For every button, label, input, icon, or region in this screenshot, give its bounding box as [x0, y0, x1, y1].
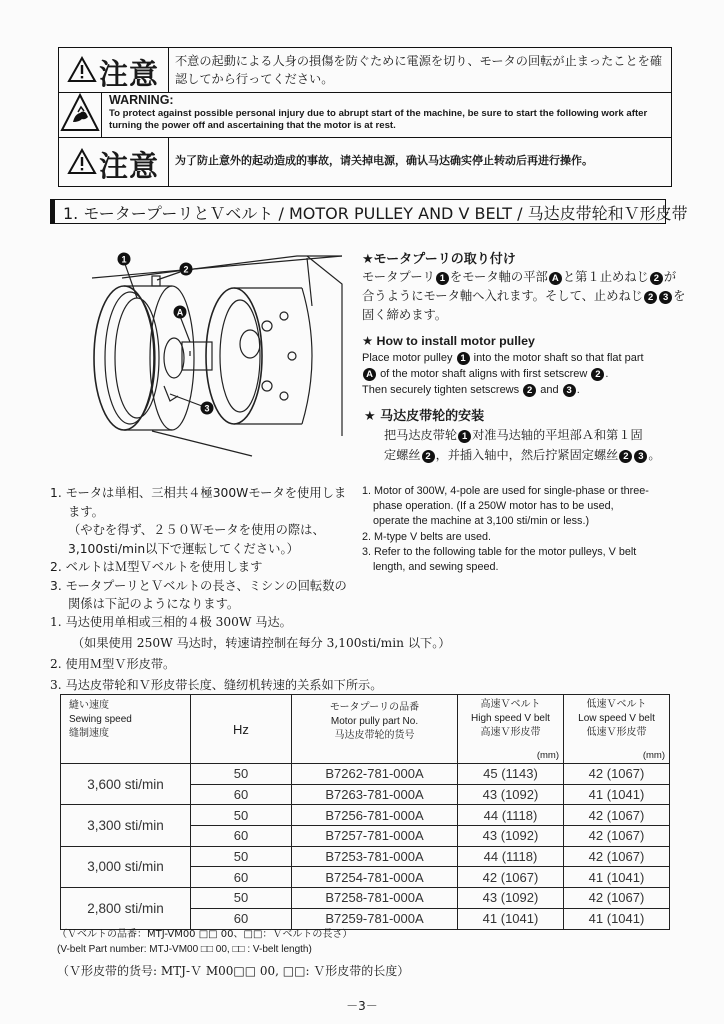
part-cell: B7257-781-000A: [292, 826, 458, 847]
hz-cell: 60: [191, 908, 292, 929]
warning-triangle-icon: [67, 148, 97, 175]
high-belt-cell: 43 (1092): [458, 826, 564, 847]
footnote-cn: （Ｖ形皮带的货号: MTJ-Ｖ M00□□ 00, □□: Ｖ形皮带的长度）: [57, 964, 410, 978]
low-belt-cell: 42 (1067): [564, 764, 670, 785]
install-heading-jp: ★モータプーリの取り付け: [362, 252, 516, 267]
table-header-row: [61, 695, 670, 764]
motor-pulley-diagram: [52, 246, 352, 461]
table-row: [61, 805, 670, 826]
caution-text-jp: 不意の起動による人身の損傷を防ぐために電源を切り、モータの回転が止まったことを確認してから行ってください。: [175, 54, 663, 86]
hand-hazard-icon: [59, 92, 101, 136]
low-belt-cell: 42 (1067): [564, 846, 670, 867]
header-low-speed-belt: 低速Ｖベルト Low speed V belt 低速Ｖ形皮带 (mm): [564, 695, 670, 764]
section-title: 1. モータープーリとＶベルト / MOTOR PULLEY AND V BELT / 马达皮带轮和Ｖ形皮带: [63, 204, 688, 223]
callout-1: 1: [121, 254, 127, 265]
caution-label-box-cn: [59, 137, 169, 186]
table-row: [61, 846, 670, 867]
high-belt-cell: 41 (1041): [458, 908, 564, 929]
page-number: －3－: [346, 999, 378, 1013]
caution-label-box: [59, 48, 169, 92]
unit-mm: (mm): [642, 750, 665, 761]
install-text-jp: モータプーリ 1 をモータ軸の平部 A と第１止めねじ 2 が 合うようにモータ軸へ入れます。そして、止めねじ 2 3 を 固く締めます。: [362, 270, 686, 322]
notes-jp: 1. モータは単相、三相共４極300Wモータを使用しま ます。 （やむを得ず、２５０Ｗモータを使用の際は、 3,100sti/min以下で運転してください。） 2. ベルトはＭ型Ｖベルトを使用します 3. モータプーリとＶベルトの長さ、ミシンの回転数の 関係は下記のようになります。: [50, 486, 347, 611]
warning-triangle-icon: [67, 56, 97, 83]
pulley-belt-table: [60, 694, 670, 930]
high-belt-cell: 44 (1118): [458, 805, 564, 826]
low-belt-cell: 41 (1041): [564, 867, 670, 888]
callout-3: 3: [204, 403, 210, 414]
part-cell: B7258-781-000A: [292, 888, 458, 909]
install-heading-en: ★ How to install motor pulley: [362, 334, 535, 348]
part-cell: B7254-781-000A: [292, 867, 458, 888]
low-belt-cell: 41 (1041): [564, 908, 670, 929]
low-belt-cell: 41 (1041): [564, 784, 670, 805]
header-sewing-speed: 縫い速度 Sewing speed 缝制速度: [61, 695, 191, 764]
part-cell: B7253-781-000A: [292, 846, 458, 867]
speed-cell: 2,800 sti/min: [61, 888, 191, 929]
install-text-en: Place motor pulley 1 into the motor shaft so that flat part A of the motor shaft aligns with first setscrew 2 . Then securely tighten setscrews 2 and 3 .: [362, 352, 644, 396]
warning-row-en: [59, 92, 671, 138]
section-header: [50, 199, 688, 224]
high-belt-cell: 42 (1067): [458, 867, 564, 888]
callout-2: 2: [183, 264, 189, 275]
part-cell: B7263-781-000A: [292, 784, 458, 805]
low-belt-cell: 42 (1067): [564, 888, 670, 909]
install-heading-cn: ★ 马达皮带轮的安装: [364, 409, 485, 424]
caution-row-jp: [59, 48, 671, 93]
hz-cell: 60: [191, 784, 292, 805]
table-row: [61, 888, 670, 909]
header-hz: Hz: [191, 695, 292, 764]
hz-cell: 50: [191, 764, 292, 785]
part-cell: B7259-781-000A: [292, 908, 458, 929]
notes-cn: 1. 马达使用单相或三相的４极 300W 马达。 （如果使用 250W 马达时，转速请控制在每分 3,100sti/min 以下。） 2. 使用Ｍ型Ｖ形皮带。 3. 马达皮带轮和Ｖ形皮带长度、缝纫机转速的关系如下所示。: [50, 615, 451, 692]
speed-cell: 3,000 sti/min: [61, 846, 191, 887]
hz-cell: 50: [191, 888, 292, 909]
low-belt-cell: 42 (1067): [564, 805, 670, 826]
high-belt-cell: 45 (1143): [458, 764, 564, 785]
part-cell: B7262-781-000A: [292, 764, 458, 785]
hz-cell: 50: [191, 805, 292, 826]
install-text-cn: 把马达皮带轮 1 对准马达轴的平坦部Ａ和第１固 定螺丝 2 ，并插入轴中，然后拧紧固定螺丝 2 3 。: [384, 428, 661, 462]
footnote-en: (V-belt Part number: MTJ-VM00 □□ 00, □□ : V-belt length): [57, 944, 312, 955]
low-belt-cell: 42 (1067): [564, 826, 670, 847]
table-row: [61, 764, 670, 785]
header-part-no: モータプーリの品番 Motor pully part No. 马达皮带轮的货号: [292, 695, 458, 764]
warning-title: WARNING:: [109, 93, 174, 107]
callout-a: A: [176, 307, 184, 318]
speed-cell: 3,300 sti/min: [61, 805, 191, 846]
caution-text-cn: 为了防止意外的起动造成的事故，请关掉电源，确认马达确实停止转动后再进行操作。: [175, 154, 593, 167]
speed-cell: 3,600 sti/min: [61, 764, 191, 805]
caution-label: 注意: [99, 57, 160, 91]
caution-label-cn: 注意: [99, 149, 160, 183]
high-belt-cell: 43 (1092): [458, 888, 564, 909]
warning-text-en: To protect against possible personal injury due to abrupt start of the machine, be sure to start the following work after turning the power off and ascertaining that the motor is at rest.: [109, 108, 648, 131]
header-high-speed-belt: 高速Ｖベルト High speed V belt 高速Ｖ形皮带 (mm): [458, 695, 564, 764]
hz-cell: 60: [191, 867, 292, 888]
part-cell: B7256-781-000A: [292, 805, 458, 826]
hz-cell: 60: [191, 826, 292, 847]
safety-warning-box: [58, 47, 672, 187]
caution-row-cn: [59, 137, 671, 186]
hand-hazard-box: [59, 92, 102, 137]
footnote-jp: （Ｖベルトの品番：MTJ-VM00 □□ 00、□□：Ｖベルトの長さ）: [57, 929, 353, 940]
high-belt-cell: 44 (1118): [458, 846, 564, 867]
high-belt-cell: 43 (1092): [458, 784, 564, 805]
notes-en: 1. Motor of 300W, 4-pole are used for single-phase or three- phase operation. (If a 250W motor has to be used, operate the machine at 3,100 sti/min or less.) 2. M-type V belts are used. 3. Refer to the following table for the motor pulleys, V belt length, and sewing speed.: [362, 485, 649, 574]
unit-mm: (mm): [536, 750, 559, 761]
hz-cell: 50: [191, 846, 292, 867]
